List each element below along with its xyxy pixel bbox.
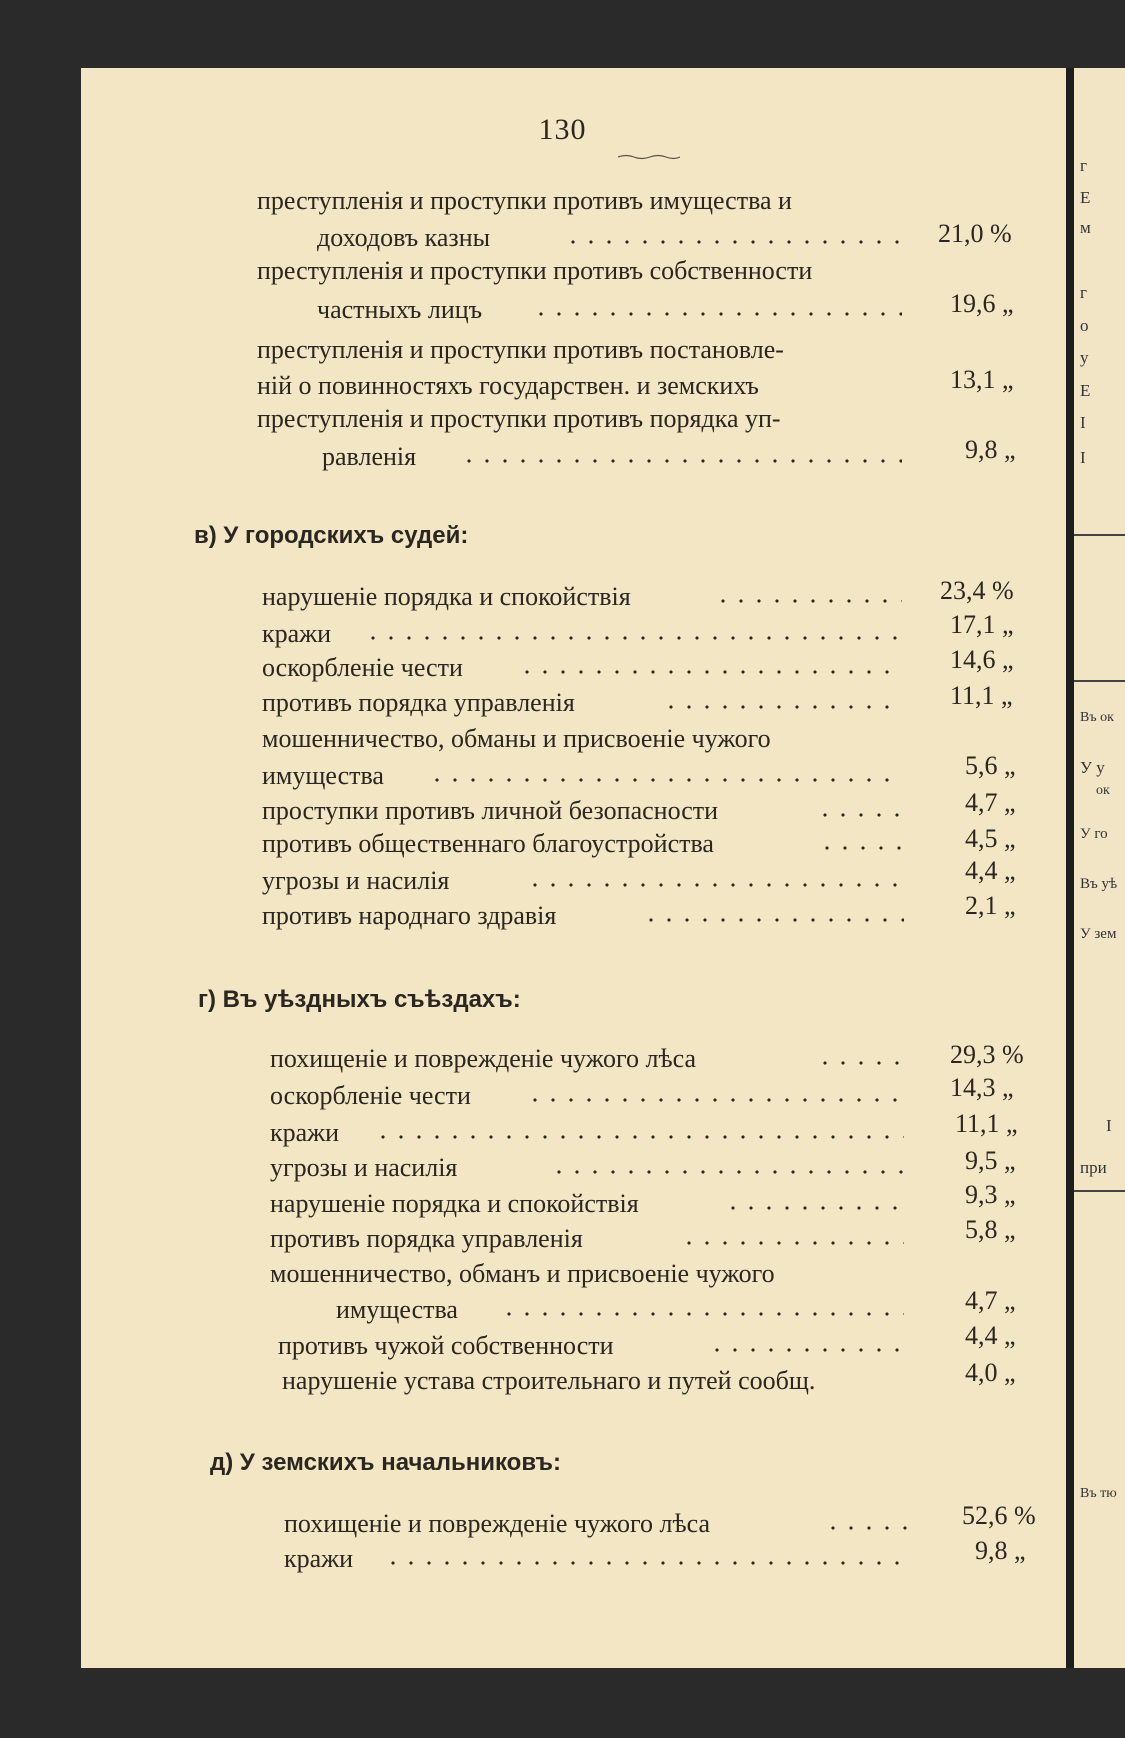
leader-dots	[498, 1312, 904, 1316]
leader-dots	[562, 240, 902, 244]
table-row-label: кражи	[262, 619, 332, 648]
table-row-value: 9,3 „	[965, 1180, 1016, 1209]
intro-row-line1: преступленія и проступки противъ постановле-	[257, 335, 784, 364]
page-number: 130	[538, 113, 587, 146]
edge-fragment: м	[1080, 218, 1091, 237]
edge-rule	[1074, 1190, 1125, 1192]
section-heading-v: в) У городскихъ судей:	[194, 522, 469, 549]
table-row-value: 4,7 „	[965, 1286, 1016, 1315]
adjacent-page-edge	[1074, 68, 1125, 1668]
table-row-value: 4,4 „	[965, 1321, 1016, 1350]
book-page	[81, 68, 1071, 1668]
table-row-label: противъ порядка управленія	[262, 688, 575, 717]
leader-dots	[722, 1206, 904, 1210]
intro-row-line2: ній о повинностяхъ государствен. и земскихъ	[257, 371, 759, 400]
table-row-value: 14,6 „	[950, 645, 1014, 674]
table-row-label: противъ народнаго здравія	[262, 901, 557, 930]
leader-dots	[822, 1526, 912, 1530]
intro-row-line2: доходовъ казны	[317, 223, 491, 252]
table-row-label: противъ общественнаго благоустройства	[262, 829, 714, 858]
leader-dots	[458, 459, 902, 463]
table-row-label: мошенничество, обманы и присвоеніе чужого	[262, 724, 771, 753]
edge-fragment: Въ уѣ	[1080, 876, 1118, 892]
edge-fragment: У зем	[1080, 926, 1117, 942]
leader-dots	[516, 670, 902, 674]
edge-fragment: Въ ок	[1080, 710, 1114, 725]
table-row-label: оскорбленіе чести	[270, 1081, 471, 1110]
table-row-value: 14,3 „	[950, 1073, 1014, 1102]
leader-dots	[678, 1241, 904, 1245]
leader-dots	[548, 1170, 904, 1174]
table-row-label: имущества	[262, 761, 384, 790]
table-row-value: 5,8 „	[965, 1215, 1016, 1244]
section-heading-d: д) У земскихъ начальниковъ:	[210, 1449, 561, 1476]
table-row-value: 9,8 „	[975, 1536, 1026, 1565]
table-row-label: противъ чужой собственности	[278, 1331, 614, 1360]
leader-dots	[530, 312, 902, 316]
table-row-label: кражи	[270, 1118, 340, 1147]
edge-fragment: І	[1080, 413, 1086, 432]
table-row-value: 23,4 %	[940, 576, 1014, 605]
table-row-label: проступки противъ личной безопасности	[262, 796, 719, 825]
table-row-label: нарушеніе порядка и спокойствія	[262, 582, 631, 611]
table-row-value: 4,4 „	[965, 856, 1016, 885]
table-row-value: 4,5 „	[965, 824, 1016, 853]
leader-dots	[382, 1561, 912, 1565]
intro-row-line1: преступленія и проступки противъ собственности	[257, 256, 813, 285]
leader-dots	[524, 1098, 904, 1102]
leader-dots	[814, 1061, 904, 1065]
leader-dots	[712, 599, 902, 603]
leader-dots	[362, 636, 902, 640]
table-row-value: 17,1 „	[950, 610, 1014, 639]
table-row-value: 29,3 %	[950, 1040, 1024, 1069]
leader-dots	[816, 846, 904, 850]
table-row-label: противъ порядка управленія	[270, 1224, 583, 1253]
edge-fragment: У у	[1080, 758, 1105, 777]
intro-row-line1: преступленія и проступки противъ порядка уп-	[257, 404, 781, 433]
edge-fragment: У го	[1080, 826, 1108, 842]
table-row-value: 9,5 „	[965, 1146, 1016, 1175]
table-row-label: угрозы и насилія	[262, 866, 450, 895]
table-row-value: 4,7 „	[965, 788, 1016, 817]
table-row-value: 5,6 „	[965, 751, 1016, 780]
intro-row-line2: равленія	[322, 442, 417, 471]
intro-row-line2: частныхъ лицъ	[317, 295, 483, 324]
intro-value: 9,8 „	[965, 435, 1016, 464]
edge-fragment: г	[1080, 156, 1087, 175]
table-row-label: кражи	[284, 1544, 354, 1573]
table-row-label: имущества	[336, 1295, 458, 1324]
table-row-label: оскорбленіе чести	[262, 653, 463, 682]
table-row-value: 4,0 „	[965, 1358, 1016, 1387]
edge-fragment: при	[1080, 1158, 1107, 1177]
table-row-label: похищеніе и поврежденіе чужого лѣса	[270, 1044, 697, 1073]
table-row-label: похищеніе и поврежденіе чужого лѣса	[284, 1509, 711, 1538]
edge-fragment: ок	[1096, 783, 1110, 798]
leader-dots	[706, 1348, 904, 1352]
edge-rule	[1074, 680, 1125, 682]
table-row-value: 2,1 „	[965, 891, 1016, 920]
leader-dots	[524, 883, 904, 887]
table-row-label: угрозы и насилія	[270, 1153, 458, 1182]
edge-fragment: Въ тю	[1080, 1486, 1117, 1501]
edge-fragment: у	[1080, 348, 1089, 367]
edge-fragment: г	[1080, 283, 1087, 302]
intro-value: 19,6 „	[950, 289, 1014, 318]
section-heading-g: г) Въ уѣздныхъ съѣздахъ:	[198, 986, 521, 1013]
leader-dots	[640, 918, 904, 922]
intro-row-line1: преступленія и проступки противъ имущества и	[257, 186, 792, 215]
leader-dots	[372, 1135, 904, 1139]
intro-value: 13,1 „	[950, 365, 1014, 394]
edge-fragment: о	[1080, 316, 1089, 335]
intro-value: 21,0 %	[938, 219, 1012, 248]
table-row-label: мошенничество, обманъ и присвоеніе чужого	[270, 1259, 775, 1288]
table-row-label: нарушеніе устава строительнаго и путей сообщ.	[282, 1366, 816, 1395]
table-row-label: нарушеніе порядка и спокойствія	[270, 1189, 639, 1218]
edge-fragment: Е	[1080, 381, 1091, 400]
edge-fragment: Е	[1080, 188, 1091, 207]
edge-fragment: І	[1106, 1116, 1112, 1135]
edge-rule	[1074, 534, 1125, 536]
leader-dots	[660, 705, 902, 709]
table-row-value: 52,6 %	[962, 1501, 1036, 1530]
table-row-value: 11,1 „	[950, 681, 1013, 710]
table-row-value: 11,1 „	[955, 1109, 1018, 1138]
page-number-ornament	[618, 153, 680, 161]
leader-dots	[814, 813, 904, 817]
edge-fragment: І	[1080, 448, 1086, 467]
leader-dots	[426, 778, 902, 782]
